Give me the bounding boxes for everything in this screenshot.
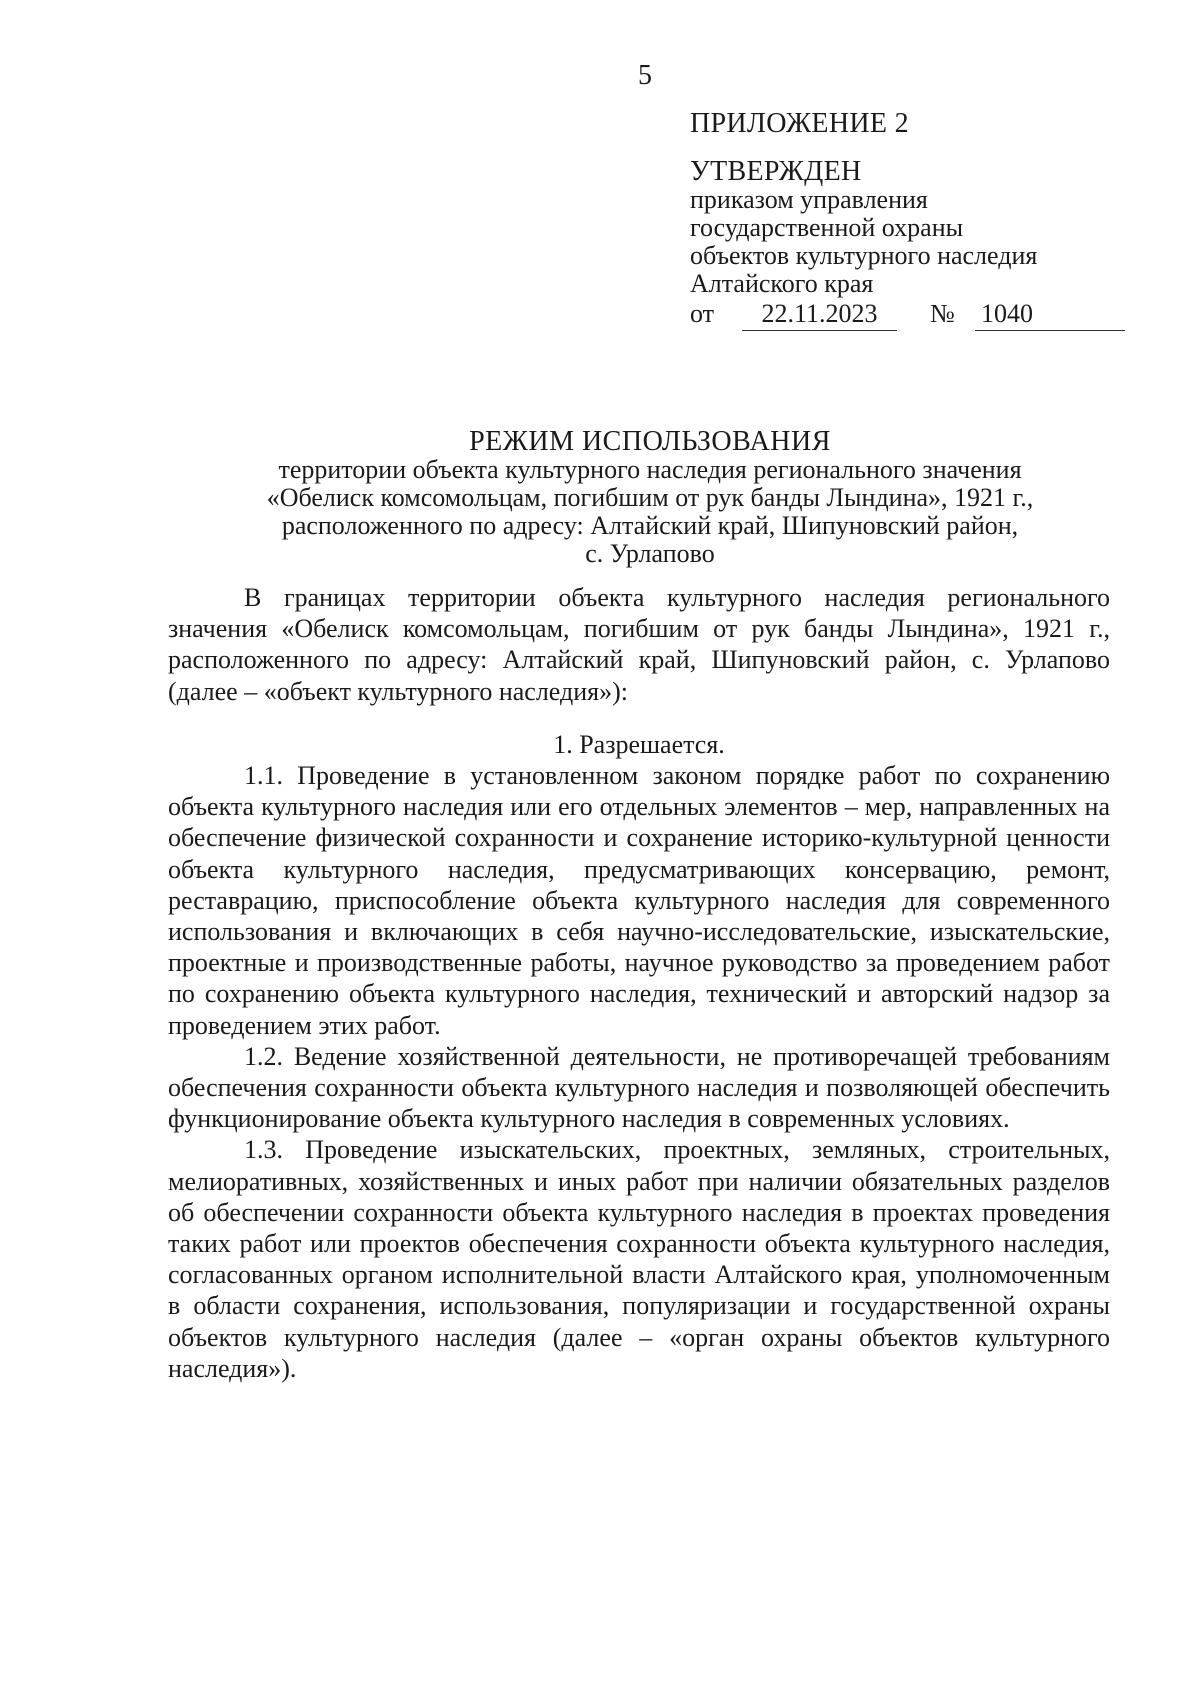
clause-1-1: 1.1. Проведение в установленном законом порядке работ по сохранению объекта культурного наследия или его отдельных элементов – мер, направленных на обеспечение физической сохранности и сохранение историко-культурной ценности объекта культурного наследия, предусматривающих консервацию, ремонт, реставрацию, приспособление объекта культурного наследия для современного использования и включающих в себя научно-исследовательские, изыскательские, проектные и производственные работы, научное руководство за проведением работ по сохранению объекта культурного наследия, технический и авторский надзор за проведением этих работ. xyxy=(168,761,1110,1040)
title-line: расположенного по адресу: Алтайский край, Шипуновский район, xyxy=(281,511,1019,540)
approval-block xyxy=(690,110,1130,336)
document-body xyxy=(168,582,1110,1384)
clause-1-2: 1.2. Ведение хозяйственной деятельности, не противоречащей требованиям обеспечения сохранности объекта культурного наследия и позволяющей обеспечить функционирование объекта культурного наследия в современных условиях. xyxy=(168,1041,1110,1134)
order-reference xyxy=(690,300,1130,336)
clause-1-3: 1.3. Проведение изыскательских, проектных, земляных, строительных, мелиоративных, хозяйственных и иных работ при наличии обязательных разделов об обеспечении сохранности объекта культурного наследия в проектах проведения таких работ или проектов обеспечения сохранности объекта культурного наследия, согласованных органом исполнительной власти Алтайского края, уполномоченным в области сохранения, использования, популяризации и государственной охраны объектов культурного наследия (далее – «орган охраны объектов культурного наследия»). xyxy=(168,1135,1110,1383)
section-heading: 1. Разрешается. xyxy=(553,729,725,759)
page-number: 5 xyxy=(638,60,652,91)
order-from-label: от xyxy=(690,299,715,328)
approval-line: государственной охраны xyxy=(690,213,964,242)
order-number: 1040 xyxy=(975,300,1125,331)
appendix-label: ПРИЛОЖЕНИЕ 2 xyxy=(690,108,909,139)
title-line: с. Урлапово xyxy=(585,539,715,568)
intro-paragraph: В границах территории объекта культурного наследия регионального значения «Обелиск комсомольцам, погибшим от рук банды Лындина», 1921 г., расположенного по адресу: Алтайский край, Шипуновский район, с. Урлапово (далее – «объект культурного наследия»): xyxy=(168,583,1110,706)
approval-line: объектов культурного наследия xyxy=(690,241,1038,270)
title-main: РЕЖИМ ИСПОЛЬЗОВАНИЯ xyxy=(469,426,831,457)
order-date: 22.11.2023 xyxy=(742,300,897,331)
approval-line: Алтайского края xyxy=(690,269,874,298)
title-line: территории объекта культурного наследия регионального значения xyxy=(278,455,1022,484)
title-line: «Обелиск комсомольцам, погибшим от рук банды Лындина», 1921 г., xyxy=(266,483,1034,512)
approved-label: УТВЕРЖДЕН xyxy=(690,156,862,187)
approval-line: приказом управления xyxy=(690,185,928,214)
order-number-sign: № xyxy=(930,299,955,328)
document-title xyxy=(150,428,1150,568)
